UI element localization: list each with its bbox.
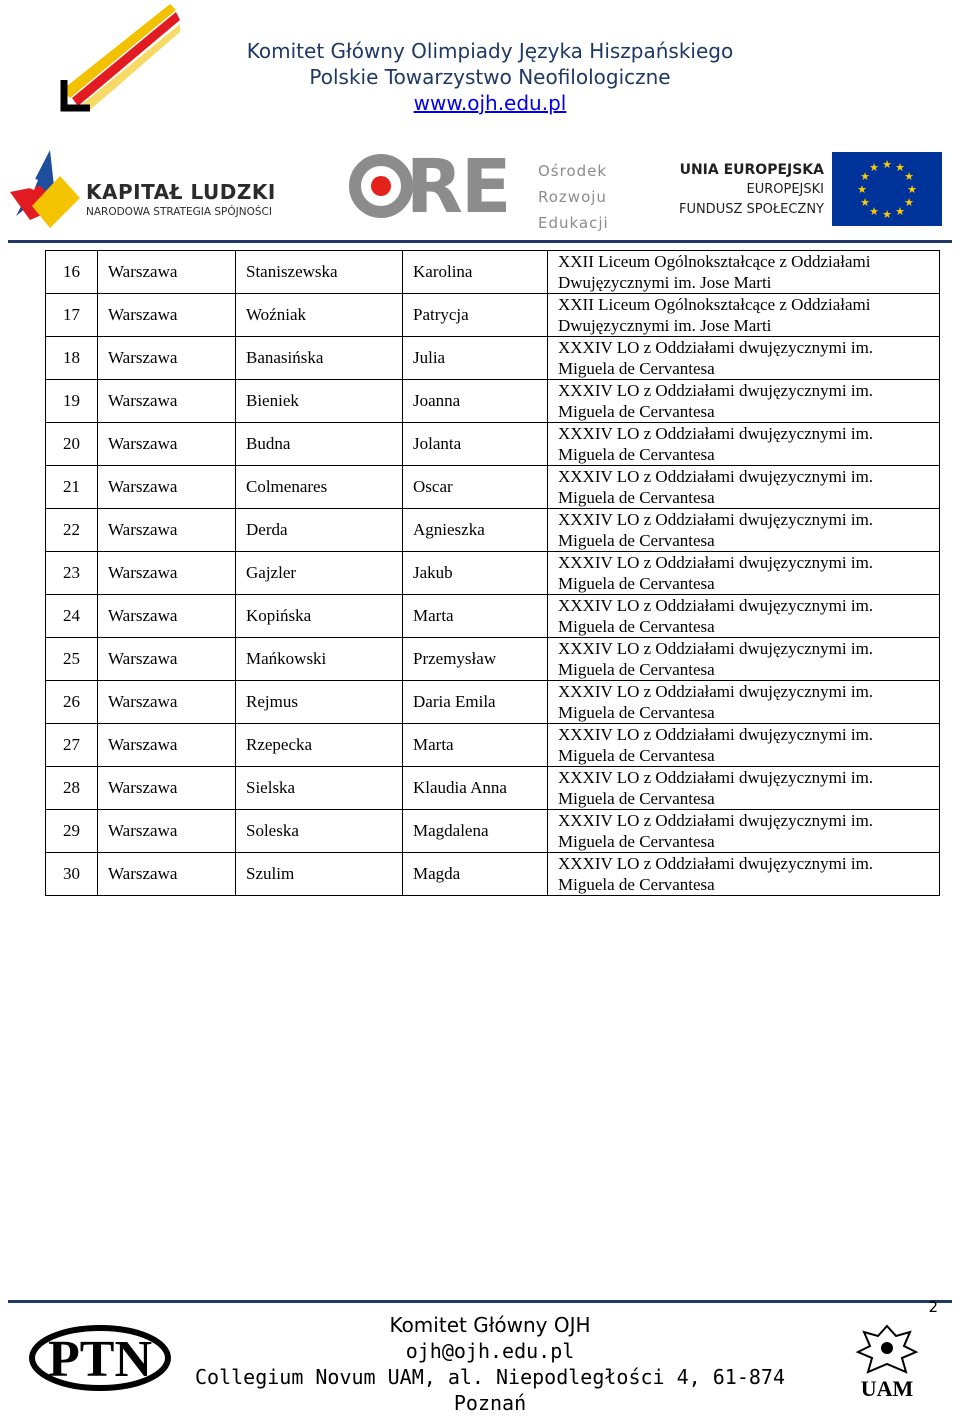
school-cell	[548, 423, 940, 466]
school-line: Miguela de Cervantesa	[558, 703, 715, 722]
school-line: Miguela de Cervantesa	[558, 617, 715, 636]
table-row	[46, 638, 940, 681]
page-number: 2	[928, 1298, 938, 1316]
svg-text:PTN: PTN	[48, 1331, 152, 1388]
svg-text:★: ★	[882, 208, 892, 221]
school-line: Miguela de Cervantesa	[558, 488, 715, 507]
last-name-cell: Rzepecka	[236, 724, 403, 767]
ore-wordmark: RE	[405, 144, 510, 230]
row-number-cell: 23	[46, 552, 98, 595]
row-number-cell: 29	[46, 810, 98, 853]
last-name-cell: Mańkowski	[236, 638, 403, 681]
footer-text	[180, 1312, 800, 1416]
svg-text:UAM: UAM	[860, 1376, 914, 1398]
row-number-cell: 18	[46, 337, 98, 380]
first-name-cell: Daria Emila	[403, 681, 548, 724]
row-number-cell: 26	[46, 681, 98, 724]
table-row	[46, 380, 940, 423]
school-line: XXXIV LO z Oddziałami dwujęzycznymi im.	[558, 596, 874, 615]
school-line: XXXIV LO z Oddziałami dwujęzycznymi im.	[558, 811, 874, 830]
footer-address: Collegium Novum UAM, al. Niepodległości 4, 61-874 Poznań	[194, 1365, 785, 1415]
header-line-1: Komitet Główny Olimpiady Języka Hiszpańskiego	[246, 39, 734, 63]
school-cell	[548, 552, 940, 595]
row-number-cell: 24	[46, 595, 98, 638]
svg-text:★: ★	[857, 183, 867, 196]
school-cell	[548, 509, 940, 552]
kapital-ludzki-title: KAPITAŁ LUDZKI	[86, 180, 276, 204]
uam-logo	[852, 1322, 922, 1398]
school-line: Miguela de Cervantesa	[558, 402, 715, 421]
school-line: XXXIV LO z Oddziałami dwujęzycznymi im.	[558, 725, 874, 744]
school-line: Dwujęzycznymi im. Jose Marti	[558, 316, 772, 335]
last-name-cell: Gajzler	[236, 552, 403, 595]
eu-logo	[660, 152, 950, 232]
city-cell: Warszawa	[98, 638, 236, 681]
last-name-cell: Colmenares	[236, 466, 403, 509]
last-name-cell: Szulim	[236, 853, 403, 896]
school-line: XXXIV LO z Oddziałami dwujęzycznymi im.	[558, 639, 874, 658]
row-number-cell: 27	[46, 724, 98, 767]
school-line: XXXIV LO z Oddziałami dwujęzycznymi im.	[558, 424, 874, 443]
city-cell: Warszawa	[98, 595, 236, 638]
school-line: XXXIV LO z Oddziałami dwujęzycznymi im.	[558, 510, 874, 529]
city-cell: Warszawa	[98, 853, 236, 896]
sponsor-logo-band	[0, 138, 960, 238]
school-line: XXXIV LO z Oddziałami dwujęzycznymi im.	[558, 854, 874, 873]
first-name-cell: Marta	[403, 595, 548, 638]
school-cell	[548, 638, 940, 681]
table-row	[46, 853, 940, 896]
city-cell: Warszawa	[98, 552, 236, 595]
city-cell: Warszawa	[98, 810, 236, 853]
city-cell: Warszawa	[98, 466, 236, 509]
svg-text:★: ★	[907, 183, 917, 196]
footer-line-1: Komitet Główny OJH	[389, 1313, 591, 1337]
header-divider	[8, 240, 952, 243]
school-line: XXXIV LO z Oddziałami dwujęzycznymi im.	[558, 768, 874, 787]
last-name-cell: Kopińska	[236, 595, 403, 638]
first-name-cell: Patrycja	[403, 294, 548, 337]
table-row	[46, 810, 940, 853]
ojh-logo	[60, 2, 180, 112]
school-line: Miguela de Cervantesa	[558, 574, 715, 593]
school-line: XXII Liceum Ogólnokształcące z Oddziałami	[558, 252, 871, 271]
first-name-cell: Oscar	[403, 466, 548, 509]
ore-desc-3: Edukacji	[538, 214, 609, 232]
first-name-cell: Magda	[403, 853, 548, 896]
ptn-logo	[28, 1318, 178, 1398]
svg-text:★: ★	[904, 196, 914, 209]
city-cell: Warszawa	[98, 509, 236, 552]
city-cell: Warszawa	[98, 337, 236, 380]
svg-text:★: ★	[904, 170, 914, 183]
last-name-cell: Bieniek	[236, 380, 403, 423]
header-text	[230, 38, 750, 116]
kapital-ludzki-subtitle: NARODOWA STRATEGIA SPÓJNOŚCI	[86, 206, 272, 218]
school-line: Miguela de Cervantesa	[558, 445, 715, 464]
row-number-cell: 16	[46, 251, 98, 294]
school-cell	[548, 810, 940, 853]
table-row	[46, 466, 940, 509]
school-line: XXXIV LO z Oddziałami dwujęzycznymi im.	[558, 467, 874, 486]
ore-description	[538, 158, 609, 236]
first-name-cell: Magdalena	[403, 810, 548, 853]
svg-text:★: ★	[860, 170, 870, 183]
ore-desc-2: Rozwoju	[538, 188, 607, 206]
first-name-cell: Joanna	[403, 380, 548, 423]
first-name-cell: Julia	[403, 337, 548, 380]
school-cell	[548, 466, 940, 509]
kapital-ludzki-logo	[10, 146, 290, 232]
city-cell: Warszawa	[98, 681, 236, 724]
school-line: XXXIV LO z Oddziałami dwujęzycznymi im.	[558, 553, 874, 572]
row-number-cell: 20	[46, 423, 98, 466]
eu-line-2: EUROPEJSKI	[746, 182, 824, 197]
city-cell: Warszawa	[98, 724, 236, 767]
ore-logo	[345, 146, 625, 232]
table-row	[46, 294, 940, 337]
city-cell: Warszawa	[98, 294, 236, 337]
school-cell	[548, 337, 940, 380]
city-cell: Warszawa	[98, 251, 236, 294]
header-line-2: Polskie Towarzystwo Neofilologiczne	[309, 65, 671, 89]
row-number-cell: 22	[46, 509, 98, 552]
city-cell: Warszawa	[98, 423, 236, 466]
school-cell	[548, 853, 940, 896]
svg-text:★: ★	[895, 161, 905, 174]
school-cell	[548, 380, 940, 423]
row-number-cell: 21	[46, 466, 98, 509]
school-cell	[548, 251, 940, 294]
city-cell: Warszawa	[98, 380, 236, 423]
row-number-cell: 30	[46, 853, 98, 896]
table-row	[46, 681, 940, 724]
first-name-cell: Jakub	[403, 552, 548, 595]
svg-text:★: ★	[869, 205, 879, 218]
svg-text:★: ★	[895, 205, 905, 218]
first-name-cell: Agnieszka	[403, 509, 548, 552]
header-website-link[interactable]: www.ojh.edu.pl	[413, 91, 567, 115]
school-line: Miguela de Cervantesa	[558, 359, 715, 378]
last-name-cell: Sielska	[236, 767, 403, 810]
row-number-cell: 19	[46, 380, 98, 423]
ore-desc-1: Ośrodek	[538, 162, 608, 180]
last-name-cell: Derda	[236, 509, 403, 552]
school-line: XXXIV LO z Oddziałami dwujęzycznymi im.	[558, 381, 874, 400]
svg-text:★: ★	[869, 161, 879, 174]
school-cell	[548, 595, 940, 638]
footer-email[interactable]: ojh@ojh.edu.pl	[405, 1339, 575, 1363]
table-row	[46, 251, 940, 294]
table-row	[46, 595, 940, 638]
eu-line-1: UNIA EUROPEJSKA	[679, 162, 824, 178]
last-name-cell: Budna	[236, 423, 403, 466]
school-cell	[548, 724, 940, 767]
school-line: XXII Liceum Ogólnokształcące z Oddziałami	[558, 295, 871, 314]
svg-text:★: ★	[860, 196, 870, 209]
participants-table-body	[46, 251, 940, 896]
svg-text:★: ★	[882, 158, 892, 171]
table-row	[46, 767, 940, 810]
row-number-cell: 28	[46, 767, 98, 810]
school-cell	[548, 681, 940, 724]
city-cell: Warszawa	[98, 767, 236, 810]
eu-flag-icon	[832, 152, 942, 226]
table-row	[46, 724, 940, 767]
first-name-cell: Przemysław	[403, 638, 548, 681]
first-name-cell: Karolina	[403, 251, 548, 294]
eu-line-3: FUNDUSZ SPOŁECZNY	[678, 202, 824, 217]
first-name-cell: Jolanta	[403, 423, 548, 466]
table-row	[46, 423, 940, 466]
school-line: Dwujęzycznymi im. Jose Marti	[558, 273, 772, 292]
participants-table	[45, 250, 940, 896]
school-cell	[548, 767, 940, 810]
last-name-cell: Woźniak	[236, 294, 403, 337]
school-line: Miguela de Cervantesa	[558, 789, 715, 808]
footer-divider	[8, 1300, 952, 1303]
school-line: Miguela de Cervantesa	[558, 832, 715, 851]
last-name-cell: Staniszewska	[236, 251, 403, 294]
row-number-cell: 17	[46, 294, 98, 337]
row-number-cell: 25	[46, 638, 98, 681]
school-cell	[548, 294, 940, 337]
school-line: XXXIV LO z Oddziałami dwujęzycznymi im.	[558, 338, 874, 357]
eu-text	[679, 160, 824, 220]
last-name-cell: Banasińska	[236, 337, 403, 380]
school-line: Miguela de Cervantesa	[558, 875, 715, 894]
last-name-cell: Rejmus	[236, 681, 403, 724]
table-row	[46, 552, 940, 595]
school-line: XXXIV LO z Oddziałami dwujęzycznymi im.	[558, 682, 874, 701]
first-name-cell: Marta	[403, 724, 548, 767]
table-row	[46, 337, 940, 380]
first-name-cell: Klaudia Anna	[403, 767, 548, 810]
kapital-ludzki-emblem-icon	[10, 146, 84, 232]
last-name-cell: Soleska	[236, 810, 403, 853]
table-row	[46, 509, 940, 552]
school-line: Miguela de Cervantesa	[558, 531, 715, 550]
school-line: Miguela de Cervantesa	[558, 660, 715, 679]
school-line: Miguela de Cervantesa	[558, 746, 715, 765]
